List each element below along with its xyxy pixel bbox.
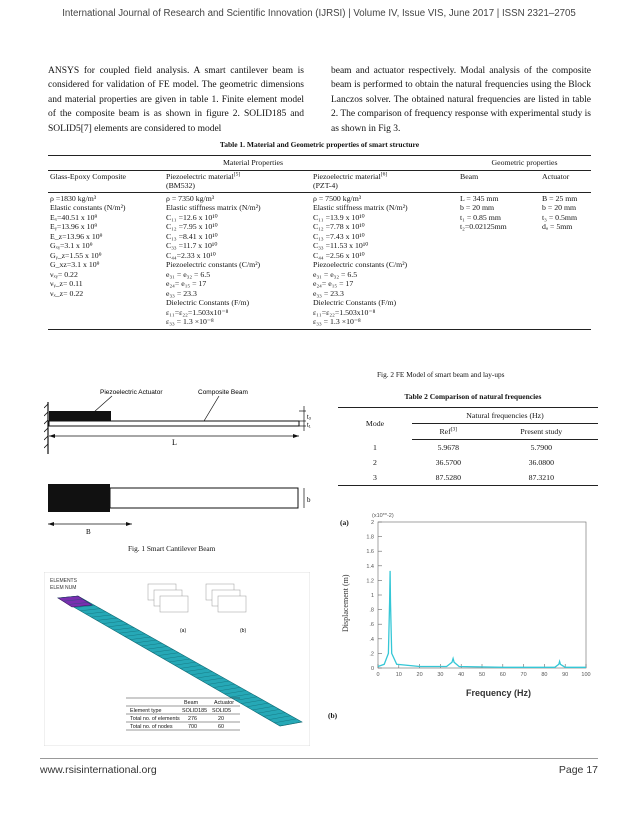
y-tick-label: 2 xyxy=(370,520,374,526)
table1-cell-line: C₄₄=2.33 x 10¹⁰ xyxy=(166,250,216,260)
fe-inset-a: (a) xyxy=(180,628,187,634)
subfig-b-label: (b) xyxy=(328,711,338,720)
table1-col-bm532-b: (BM532) xyxy=(166,181,196,190)
table1-cell-line: dₐ = 5mm xyxy=(542,222,573,231)
table1-cell-line: t₂=0.02125mm xyxy=(460,222,507,231)
table2-mode-3: 3 xyxy=(338,470,412,486)
table1-cell-line: Eₓ=40.51 x 10⁹ xyxy=(50,212,98,222)
table1-cell-line: Gᵧ_z=1.55 x 10⁹ xyxy=(50,250,102,260)
table1-cell-line: E_z=13.96 x 10⁹ xyxy=(50,231,103,241)
x-tick-label: 10 xyxy=(395,672,402,678)
table1-cell-line: C₁₁ =13.9 x 10¹⁰ xyxy=(313,212,365,222)
y-tick-label: 1.8 xyxy=(366,534,374,541)
table1-cell-line: Dielectric Constants (F/m) xyxy=(313,298,397,307)
table1-cell-line: ρ =1830 kg/m³ xyxy=(50,193,97,203)
table1-cell-line: νᵧ_z= 0.11 xyxy=(50,279,83,288)
plot-xlabel: Frequency (Hz) xyxy=(466,688,532,698)
table1-cell-line: Eᵧ=13.96 x 10⁹ xyxy=(50,222,98,231)
table1-gfrp-values xyxy=(48,192,164,329)
x-tick-label: 80 xyxy=(541,672,548,678)
label-b: b xyxy=(307,496,311,504)
table1-cell-line: C₁₃ =7.43 x 10¹⁰ xyxy=(313,231,365,241)
x-tick-label: 70 xyxy=(520,672,527,678)
x-tick-label: 60 xyxy=(499,672,506,678)
table2-present-1: 5.7900 xyxy=(530,443,553,452)
actuator-patch xyxy=(49,411,111,421)
fe-table-head-actuator: Actuator xyxy=(214,700,235,706)
table1-cell-line: e₂₄= e₁₅ = 17 xyxy=(166,279,207,288)
table2-mode-2: 2 xyxy=(373,458,377,467)
table1-cell-line: Elastic constants (N/m²) xyxy=(50,203,126,212)
fe-table-r3-c1: 700 xyxy=(188,724,197,730)
fe-table-r1-c0: Element type xyxy=(130,708,162,714)
table2-col-mode: Mode xyxy=(338,408,412,440)
table1-cell-line: C₁₂ =7.95 x 10¹⁰ xyxy=(166,222,218,231)
table1-cell-line: C₄₄ =2.56 x 10¹⁰ xyxy=(313,250,365,260)
table1-col-bm532-a: Piezoelectric material xyxy=(166,171,234,181)
table1-cell-line: ε₃₃ = 1.3 ×10⁻⁸ xyxy=(166,317,214,326)
table1-cell-line: t₁ = 0.85 mm xyxy=(460,212,501,222)
table1-cell-line: C₃₃ =11.7 x 10¹⁰ xyxy=(166,241,218,250)
table1-cell-line: Elastic stiffness matrix (N/m²) xyxy=(166,203,261,212)
plot-frame xyxy=(378,522,586,668)
table2-col-ref-sup: [3] xyxy=(450,426,458,433)
fe-label-elements: ELEMENTS xyxy=(50,578,77,584)
table1-col-gfrp: Glass-Epoxy Composite xyxy=(48,170,164,192)
fe-inset-b: (b) xyxy=(240,628,247,634)
y-tick-label: 1.6 xyxy=(366,549,374,556)
table2-ref-3: 87.5280 xyxy=(412,470,485,486)
table1-cell-line: ε₁₁=ε₂₂=1.503x10⁻⁸ xyxy=(166,307,229,317)
table2-col-ref xyxy=(412,424,485,440)
fig1-cantilever-diagram xyxy=(44,376,324,548)
table1-header-row xyxy=(48,170,591,192)
table1-beam-values xyxy=(458,192,540,329)
y-tick-label: .8 xyxy=(369,607,374,614)
x-tick-label: 100 xyxy=(581,672,591,678)
subfig-a-label: (a) xyxy=(340,518,349,527)
y-tick-label: .2 xyxy=(369,651,374,658)
fe-model-figure xyxy=(44,572,310,746)
y-tick-label: 0 xyxy=(370,666,374,672)
table1-group-geometric: Geometric properties xyxy=(458,156,591,171)
table1-cell-line: C₁₁ =12.6 x 10¹⁰ xyxy=(166,212,218,222)
frequency-response-chart xyxy=(338,508,600,704)
label-t3: t₃ xyxy=(307,415,312,421)
fig2-caption: Fig. 2 FE Model of smart beam and lay-ups xyxy=(377,370,505,379)
table1-col-pzt4-ref: [6] xyxy=(380,170,388,177)
table1-cell-line: C₁₃ =8.41 x 10¹⁰ xyxy=(166,231,218,241)
table2-col-present: Present study xyxy=(485,424,598,440)
table-row xyxy=(338,455,598,470)
table1-col-pzt4-a: Piezoelectric material xyxy=(313,171,381,181)
table2-ref-2: 36.5700 xyxy=(435,458,461,467)
body-text-left-content: ANSYS for coupled field analysis. A smart cantilever beam is considered for validation of FE model. The geometric dimensions and material properties are given in table 1. Finite element model of the composite beam is as shown in figure 2. SOLID185 and SOLID5[7] elements are considered to model xyxy=(48,66,304,134)
table1-cell-line: ρ = 7350 kg/m³ xyxy=(166,193,215,203)
fe-table-r1-c1: SOLID185 xyxy=(182,708,208,714)
footer-website[interactable]: www.rsisinternational.org xyxy=(40,764,157,776)
fe-table-r2-c2: 20 xyxy=(218,716,224,722)
x-tick-label: 50 xyxy=(478,672,486,678)
y-tick-label: .4 xyxy=(369,636,374,643)
table1-col-beam: Beam xyxy=(458,170,540,192)
table2-col-ref-label: Ref xyxy=(439,427,451,436)
table1-group-material: Material Properties xyxy=(48,156,458,171)
table1-cell-line: Piezoelectric constants (C/m²) xyxy=(166,260,261,269)
table1-cell-line: ρ = 7500 kg/m³ xyxy=(313,193,362,203)
table-row xyxy=(338,470,598,486)
table2-present-2: 36.0800 xyxy=(528,458,554,467)
table1-col-pzt4-b: (PZT-4) xyxy=(313,181,338,190)
table2-present-3: 87.3210 xyxy=(485,470,598,486)
x-tick-label: 30 xyxy=(437,672,444,678)
footer-divider xyxy=(40,758,598,759)
table1-actuator-values xyxy=(540,192,591,329)
table1-cell-line: νₓᵧ= 0.22 xyxy=(50,269,78,279)
table1-col-pzt4 xyxy=(311,170,458,192)
table1-cell-line: Gₓᵧ=3.1 x 10⁹ xyxy=(50,241,93,250)
table1-cell-line: C₁₂ =7.78 x 10¹⁰ xyxy=(313,222,365,231)
fe-label-elem-num: ELEM NUM xyxy=(50,585,77,591)
y-tick-label: 1.2 xyxy=(366,578,374,585)
table1-cell-line: L = 345 mm xyxy=(460,193,499,203)
table1-cell-line: e₃₁ = e₃₂ = 6.5 xyxy=(166,269,211,279)
fig1-caption: Fig. 1 Smart Cantilever Beam xyxy=(128,544,216,553)
y-tick-label: 1 xyxy=(370,593,374,599)
footer-page-number: Page 17 xyxy=(558,764,598,776)
table1-caption: Table 1. Material and Geometric properties of smart structure xyxy=(219,140,420,149)
table1-cell-line: C₃₃ =11.53 x 10¹⁰ xyxy=(313,241,369,250)
table1-body-row xyxy=(48,192,591,329)
table1-cell-line: G_xz=3.1 x 10⁹ xyxy=(50,260,100,269)
table1-bm532-values xyxy=(164,192,311,329)
fe-table-r3-c2: 60 xyxy=(218,724,224,730)
table2-caption: Table 2 Comparison of natural frequencies xyxy=(404,392,542,401)
x-tick-label: 20 xyxy=(416,672,423,678)
label-L: L xyxy=(172,438,177,447)
label-B: B xyxy=(86,528,91,536)
table1-cell-line: Elastic stiffness matrix (N/m²) xyxy=(313,203,408,212)
x-tick-label: 0 xyxy=(376,672,380,678)
table1-col-bm532 xyxy=(164,170,311,192)
x-tick-label: 40 xyxy=(458,672,465,678)
table1-pzt4-values xyxy=(311,192,458,329)
table1-col-actuator: Actuator xyxy=(540,170,591,192)
fe-table-r1-c2: SOLID5 xyxy=(212,708,232,714)
table1-cell-line: e₂₄= e₁₅ = 17 xyxy=(313,279,354,288)
fe-table-r2-c0: Total no. of elements xyxy=(130,716,180,722)
body-text-right xyxy=(331,64,591,136)
label-t1: t₁ xyxy=(307,423,311,429)
table1-cell-line: b = 20 mm xyxy=(460,203,495,212)
table1-col-bm532-ref: [5] xyxy=(233,170,241,177)
table1-cell-line: b = 20 mm xyxy=(542,203,577,212)
y-tick-label: 1.4 xyxy=(366,563,374,570)
table1-group-row xyxy=(48,156,591,171)
label-piezo-actuator: Piezoelectric Actuator xyxy=(100,389,163,396)
table1-cell-line: νₓ_z= 0.22 xyxy=(50,288,84,298)
table-row xyxy=(338,440,598,456)
table2-ref-1: 5.9678 xyxy=(437,443,460,452)
table1-cell-line: Piezoelectric constants (C/m²) xyxy=(313,260,408,269)
body-text-right-content: beam and actuator respectively. Modal analysis of the composite beam is performed to obtain the natural frequencies using the Block Lanczos solver. The obtained natural frequencies are listed in table 2. The comparison of frequency response with experimental study is as shown in Fig 3. xyxy=(331,66,591,134)
plot-scale-note: (x10**-2) xyxy=(372,513,394,519)
fe-table-r2-c1: 276 xyxy=(188,716,197,722)
table2-col-group: Natural frequencies (Hz) xyxy=(412,408,598,424)
journal-header: International Journal of Research and Scientific Innovation (IJRSI) | Volume IV, Issue VIS, June 2017 | ISSN 2321–2705 xyxy=(62,8,576,19)
table2 xyxy=(338,407,598,486)
table1-cell-line: B = 25 mm xyxy=(542,193,578,203)
table1-cell-line: e₃₁ = e₃₂ = 6.5 xyxy=(313,269,358,279)
fe-table-r3-c0: Total no. of nodes xyxy=(130,724,173,730)
response-series-line xyxy=(378,571,586,667)
body-text-left xyxy=(48,64,304,136)
table1-cell-line: ε₁₁=ε₂₂=1.503x10⁻⁸ xyxy=(313,307,376,317)
table1-cell-line: Dielectric Constants (F/m) xyxy=(166,298,250,307)
table1-cell-line: ε₃₃ = 1.3 ×10⁻⁸ xyxy=(313,317,361,326)
table1-cell-line: t₃ = 0.5mm xyxy=(542,212,578,222)
label-composite-beam: Composite Beam xyxy=(198,389,248,396)
table1-cell-line: e₃₃ = 23.3 xyxy=(313,288,344,298)
y-tick-label: .6 xyxy=(369,622,374,629)
fe-table-head-beam: Beam xyxy=(184,700,199,706)
table1 xyxy=(48,155,591,330)
x-tick-label: 90 xyxy=(562,672,569,678)
table2-mode-1: 1 xyxy=(373,442,377,452)
plot-ylabel: Displacement (m) xyxy=(341,574,350,632)
table1-cell-line: e₃₃ = 23.3 xyxy=(166,288,197,298)
table2-header-row xyxy=(338,408,598,424)
